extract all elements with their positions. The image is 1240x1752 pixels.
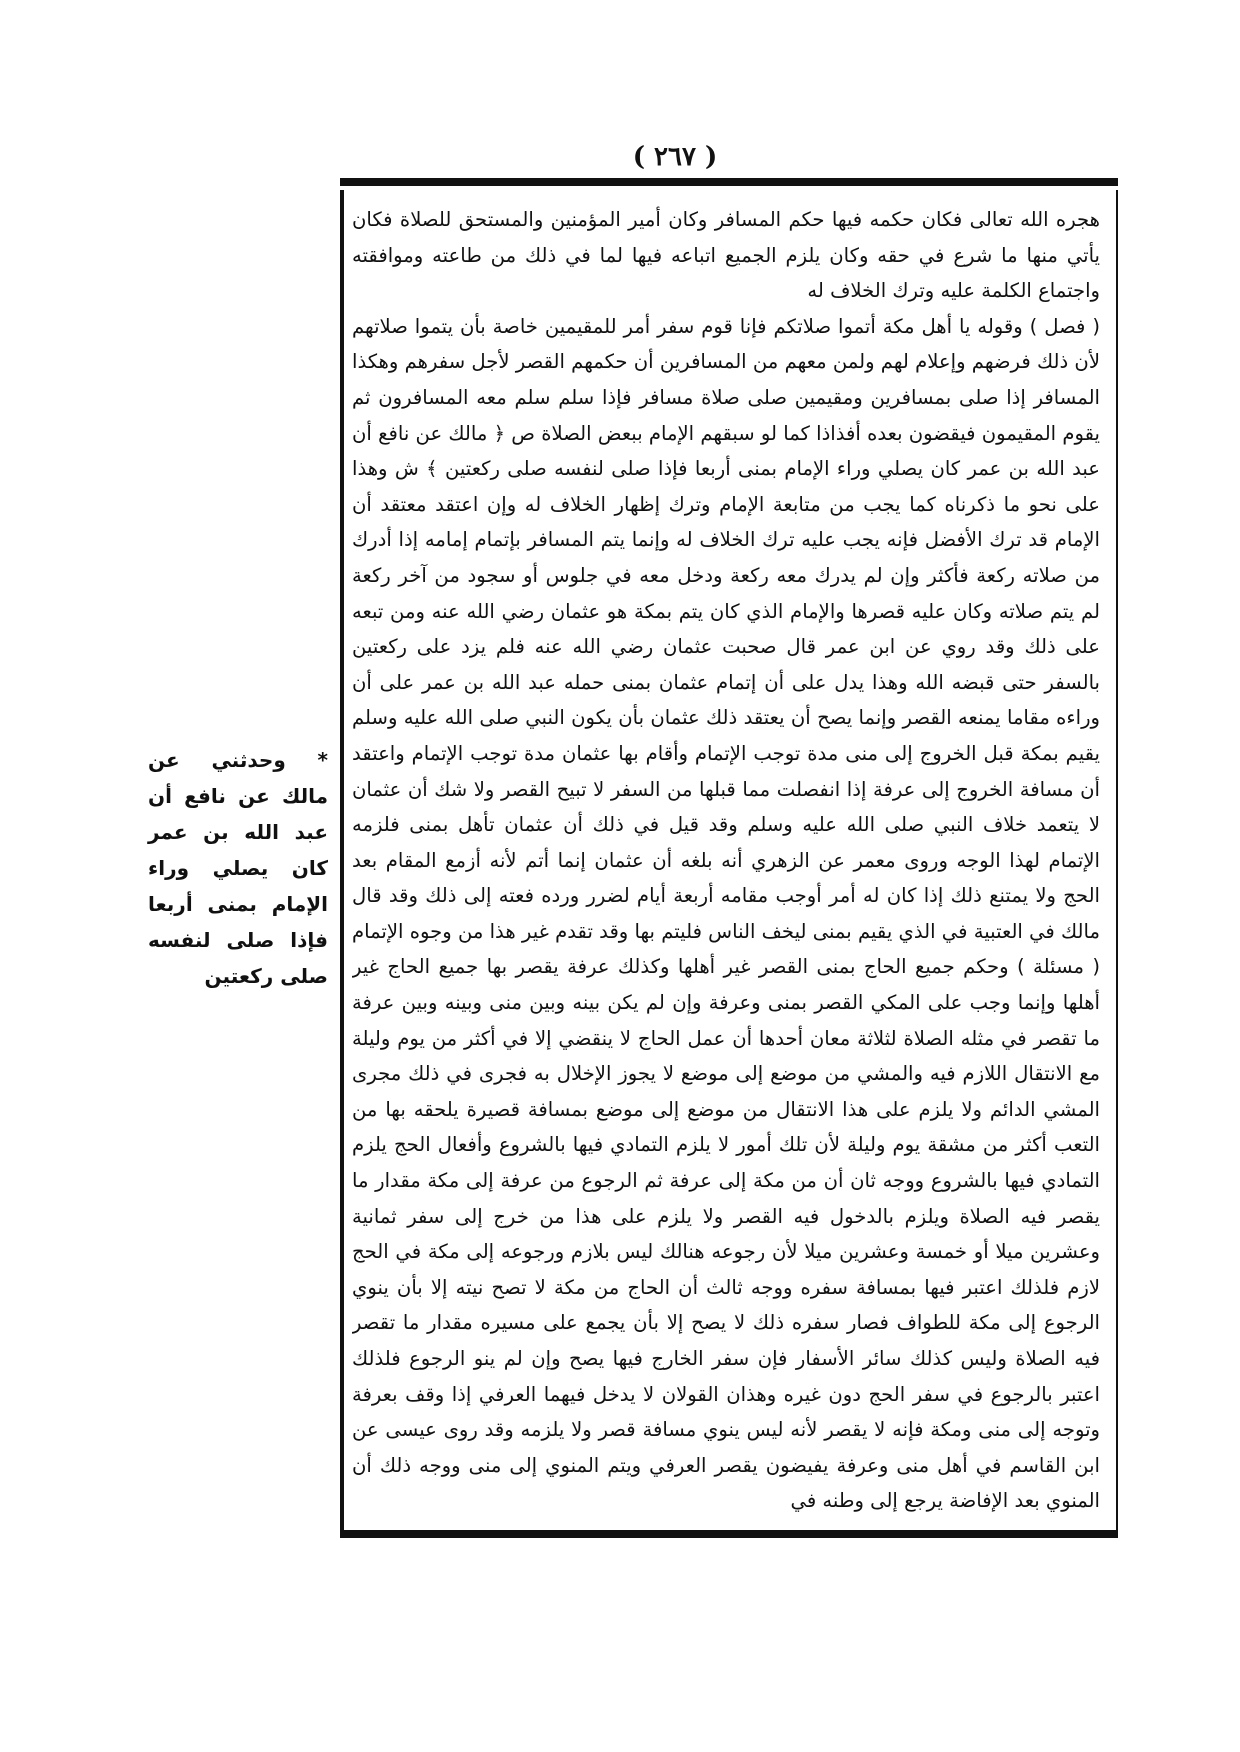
paragraph-1: هجره الله تعالى فكان حكمه فيها حكم المسافر وكان أمير المؤمنين والمستحق للصلاة فكان يأتي منها ما شرع في حقه وكان يلزم الجميع اتباعه فيها لما في ذلك من طاعته وموافقته واجتماع الكلمة عليه وترك الخلاف له <box>352 208 1100 303</box>
top-rule <box>340 178 1118 186</box>
margin-note-text: * وحدثني عن مالك عن نافع أن عبد الله بن عمر كان يصلي وراء الإمام بمنى أربعا فإذا صلى لنفسه صلى ركعتين <box>148 748 328 988</box>
main-text-block <box>352 202 1100 1522</box>
bottom-rule <box>340 1530 1118 1538</box>
margin-note <box>148 742 328 994</box>
page-number: ( ٢٦٧ ) <box>632 142 718 172</box>
paragraph-2: ( فصل ) وقوله يا أهل مكة أتموا صلاتكم فإنا قوم سفر أمر للمقيمين خاصة بأن يتموا صلاتهم لأن ذلك فرضهم وإعلام لهم ولمن معهم من المسافرين أن حكمهم القصر لأجل سفرهم وهكذا المسافر إذا صلى بمسافرين ومقيمين صلى صلاة مسافر فإذا سلم سلم معه المسافرون ثم يقوم المقيمون فيقضون بعده أفذاذا كما لو سبقهم الإمام ببعض الصلاة ص ﴿ مالك عن نافع أن عبد الله بن عمر كان يصلي وراء الإمام بمنى أربعا فإذا صلى لنفسه صلى ركعتين ﴾ ش وهذا على نحو ما ذكرناه كما يجب من متابعة الإمام وترك إظهار الخلاف له وإن اعتقد معتقد أن الإمام قد ترك الأفضل فإنه يجب عليه ترك الخلاف له وإنما يتم المسافر بإتمام إمامه إذا أدرك من صلاته ركعة فأكثر وإن لم يدرك معه ركعة ودخل معه في جلوس أو سجود من آخر ركعة لم يتم صلاته وكان عليه قصرها والإمام الذي كان يتم بمكة هو عثمان رضي الله عنه ومن تبعه على ذلك وقد روي عن ابن عمر قال صحبت عثمان رضي الله عنه فلم يزد على ركعتين بالسفر حتى قبضه الله وهذا يدل على أن إتمام عثمان بمنى حمله عبد الله بن عمر على أن وراءه مقاما يمنعه القصر وإنما يصح أن يعتقد ذلك عثمان بأن يكون النبي صلى الله عليه وسلم يقيم بمكة قبل الخروج إلى منى مدة توجب الإتمام وأقام بها عثمان مدة توجب الإتمام واعتقد أن مسافة الخروج إلى عرفة إذا انفصلت مما قبلها من السفر لا تبيح القصر ولا شك أن عثمان لا يتعمد خلاف النبي صلى الله عليه وسلم وقد قيل في ذلك أن عثمان تأهل بمنى فلزمه الإتمام لهذا الوجه وروى معمر عن الزهري أنه بلغه أن عثمان إنما أتم لأنه أزمع المقام بعد الحج ولا يمتنع ذلك إذا كان له أمر أوجب مقامه أربعة أيام لضرر ورده فعته إلى ذلك وقد قال مالك في العتبية في الذي يقيم بمنى ليخف الناس فليتم بها وقد تقدم غير هذا من وجوه الإتمام ( مسئلة ) وحكم جميع الحاج بمنى القصر غير أهلها وكذلك عرفة يقصر بها جميع الحاج غير أهلها وإنما وجب على المكي القصر بمنى وعرفة وإن لم يكن بينه وبين منى وبينه وبين عرفة ما تقصر في مثله الصلاة لثلاثة معان أحدها أن عمل الحاج لا ينقضي إلا في أكثر من يوم وليلة مع الانتقال اللازم فيه والمشي من موضع إلى موضع لا يجوز الإخلال به فجرى في ذلك مجرى المشي الدائم ولا يلزم على هذا الانتقال من موضع إلى موضع بمسافة قصيرة يلحقه بها من التعب أكثر من مشقة يوم وليلة لأن تلك أمور لا يلزم التمادي فيها بالشروع وأفعال الحج يلزم التمادي فيها بالشروع ووجه ثان أن من مكة إلى عرفة ثم الرجوع من عرفة إلى مكة مقدار ما يقصر فيه الصلاة ويلزم بالدخول فيه القصر ولا يلزم على هذا من خرج إلى سفر ثمانية وعشرين ميلا أو خمسة وعشرين ميلا لأن رجوعه هنالك ليس بلازم ورجوعه إلى مكة في الحج لازم فلذلك اعتبر فيها بمسافة سفره ووجه ثالث أن الحاج من مكة لا تصح نيته إلا بأن ينوي الرجوع إلى مكة للطواف فصار سفره ذلك لا يصح إلا بأن يجمع على مسيره مقدار ما تقصر فيه الصلاة وليس كذلك سائر الأسفار فإن سفر الخارج فيها يصح وإن لم ينو الرجوع فلذلك اعتبر بالرجوع في سفر الحج دون غيره وهذان القولان لا يدخل فيهما العرفي إذا وقف بعرفة وتوجه إلى منى ومكة فإنه لا يقصر لأنه ليس ينوي مسافة قصر ولا يلزمه وقد روى عيسى عن ابن القاسم في أهل منى وعرفة يفيضون يقصر العرفي ويتم المنوي إلى منى ووجه ذلك أن المنوي بعد الإفاضة يرجع إلى وطنه في <box>352 314 1100 1513</box>
